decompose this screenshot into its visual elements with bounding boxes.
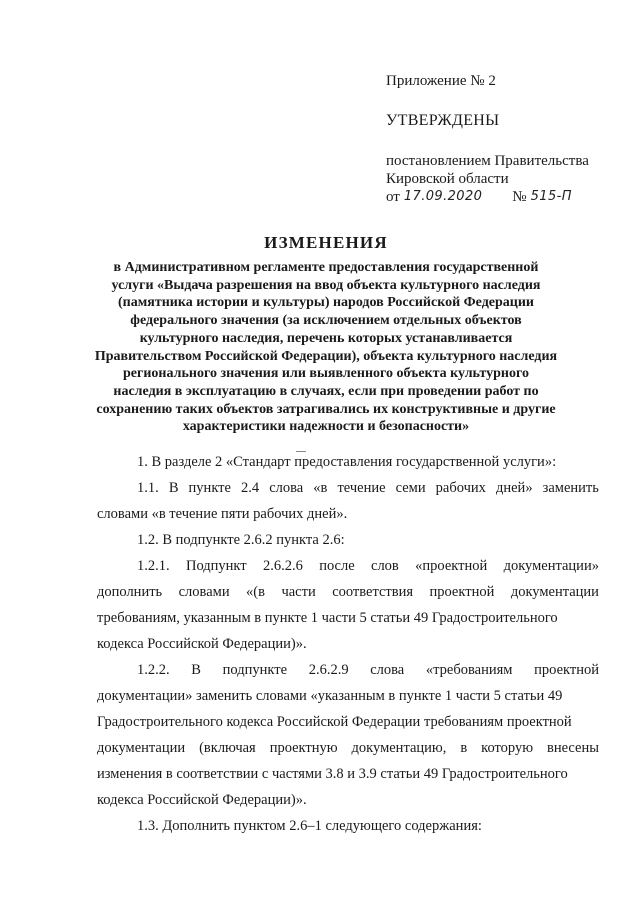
scan-mark [296,451,306,452]
word: заменить [542,480,599,496]
paragraph-1-2-2-line2: документации» заменить словами «указанным в пункте 1 части 5 статьи 49 [97,688,563,704]
paragraph-1-1-line2: словами «в течение пяти рабочих дней». [97,506,348,522]
handwritten-number: 515-П [530,189,572,204]
subtitle-line: сохранению таких объектов затрагивались их конструктивные и другие [96,401,556,417]
paragraph-1-2-2-line3: Градостроительного кодекса Российской Федерации требованиям проектной [97,714,572,730]
word: документации [510,584,599,600]
document-body [97,449,599,839]
word: словами [178,584,230,600]
word: В [191,662,201,678]
subtitle-line: наследия в эксплуатацию в случаях, если при проведении работ по [113,383,539,399]
approved-heading: УТВЕРЖДЕНЫ [386,112,500,129]
document-title: ИЗМЕНЕНИЯ [264,233,388,252]
word: «проектной [415,558,488,574]
word: проектной [534,662,599,678]
approval-stamp [386,72,626,206]
word: 2.4 [241,480,260,496]
paragraph-1-1-line1 [97,475,599,501]
word: 2.6.2.9 [308,662,349,678]
number-prefix: № [512,189,527,205]
subtitle-line: (памятника истории и культуры) народов Российской Федерации [118,295,534,311]
word: 2.6.2.6 [262,558,303,574]
word: проектную [269,740,338,756]
word: соответствия [332,584,414,600]
date-prefix: от [386,189,400,205]
word: части [281,584,316,600]
word: 1.2.2. [137,662,170,678]
approved-by-line1: постановлением Правительства [386,153,589,169]
word: течение [337,480,386,496]
word: в [460,740,468,756]
paragraph-1-2-2-line5: изменения в соответствии с частями 3.8 и 3.9 статьи 49 Градостроительного [97,766,568,782]
paragraph-1-2-1-line4: кодекса Российской Федерации)». [97,636,307,652]
word: слов [371,558,399,574]
date-number-row [386,188,626,206]
word: В [168,480,179,496]
word: 1.1. [137,480,159,496]
word: внесены [547,740,599,756]
paragraph-1-2-2-line1 [97,657,599,683]
word: документации» [503,558,599,574]
word: подпункте [222,662,288,678]
word: «в [313,480,328,496]
word: (включая [199,740,256,756]
subtitle-line: в Административном регламенте предоставления государственной [113,260,539,275]
paragraph-1-2-1-line1 [97,553,599,579]
subtitle-line: федерального значения (за исключением отдельных объектов [130,313,522,329]
paragraph-1: 1. В разделе 2 «Стандарт предоставления государственной услуги»: [137,454,557,470]
word: дней» [495,480,533,496]
word: дополнить [97,584,163,600]
paragraph-1-2-2-line4 [97,735,599,761]
word: проектной [429,584,495,600]
title-block [90,233,562,436]
word: пункте [188,480,231,496]
appendix-number: Приложение № 2 [386,73,496,89]
paragraph-1-2: 1.2. В подпункте 2.6.2 пункта 2.6: [137,532,345,548]
word: которую [481,740,534,756]
word: слова [269,480,304,496]
word: «требованиям [425,662,513,678]
word: документации [97,740,186,756]
word: «(в [246,584,265,600]
word: семи [395,480,426,496]
subtitle-line: услуги «Выдача разрешения на ввод объекта культурного наследия [111,277,541,293]
subtitle-line: характеристики надежности и безопасности» [182,419,470,435]
word: Подпункт [185,558,247,574]
word: 1.2.1. [137,558,170,574]
paragraph-1-2-2-line6: кодекса Российской Федерации)». [97,792,307,808]
word: документацию, [351,740,447,756]
document-subtitle [90,259,562,436]
word: рабочих [435,480,486,496]
paragraph-1-2-1-line2 [97,579,599,605]
word: слова [370,662,405,678]
paragraph-1-3: 1.3. Дополнить пунктом 2.6–1 следующего содержания: [137,818,482,834]
approved-by-line2: Кировской области [386,171,509,187]
word: после [319,558,355,574]
subtitle-line: культурного наследия, перечень которых устанавливается [139,330,513,346]
paragraph-1-2-1-line3: требованиям, указанным в пункте 1 части 5 статьи 49 Градостроительного [97,610,558,626]
subtitle-line: регионального значения или выявленного объекта культурного [123,366,529,382]
handwritten-date: 17.09.2020 [403,189,483,204]
subtitle-line: Правительством Российской Федерации), объекта культурного наследия [94,348,558,364]
